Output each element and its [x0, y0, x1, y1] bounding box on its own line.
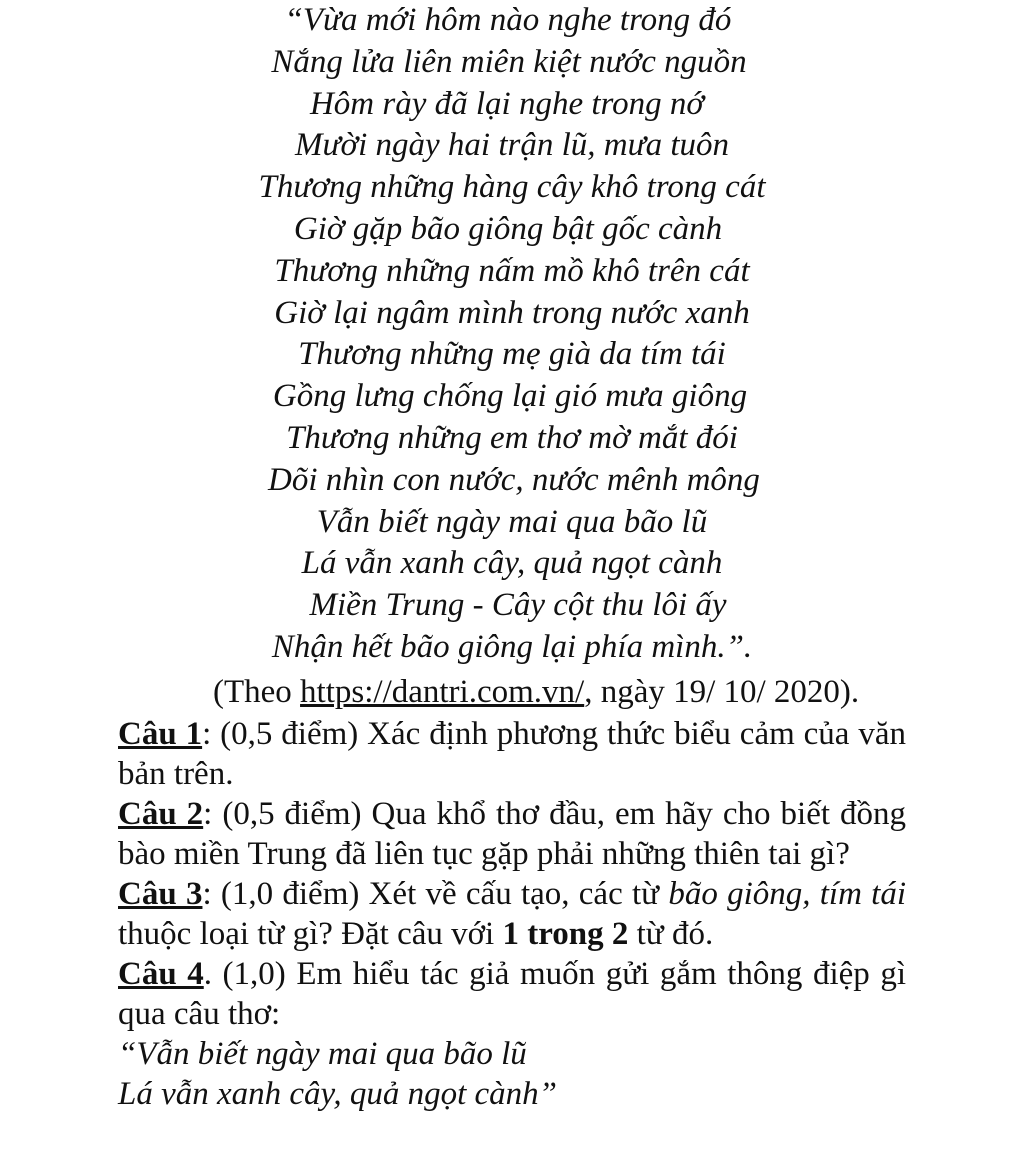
poem-line: Dõi nhìn con nước, nước mênh mông — [268, 461, 760, 498]
question-1 — [118, 714, 906, 794]
poem-line: Gồng lưng chống lại gió mưa giông — [272, 378, 748, 415]
poem-line: Thương những em thơ mờ mắt đói — [286, 419, 738, 456]
questions-section — [118, 714, 906, 1114]
question-2 — [118, 794, 906, 874]
question-text: từ đó. — [628, 916, 714, 952]
question-label: Câu 2 — [118, 796, 204, 832]
poem-line: “Vừa mới hôm nào nghe trong đó — [284, 2, 732, 38]
question-text: . (1,0) Em hiểu tác giả muốn gửi gắm thông điệp gì qua câu thơ: — [118, 956, 906, 1032]
question-bold-text: 1 trong 2 — [502, 916, 629, 952]
poem-line: Lá vẫn xanh cây, quả ngọt cành — [301, 545, 723, 582]
poem-line: Nắng lửa liên miên kiệt nước nguồn — [271, 43, 747, 80]
source-suffix: , ngày 19/ 10/ 2020). — [584, 674, 860, 710]
question-label: Câu 4 — [118, 956, 204, 992]
question-italic-terms: bão giông, tím tái — [668, 876, 907, 912]
poem-line: Vẫn biết ngày mai qua bão lũ — [316, 503, 708, 540]
question-text: : (0,5 điểm) Qua khổ thơ đầu, em hãy cho biết đồng bào miền Trung đã liên tục gặp phải những thiên tai gì? — [118, 796, 906, 872]
question-4 — [118, 954, 906, 1034]
source-citation — [213, 671, 859, 713]
question-3 — [118, 874, 906, 954]
poem-line: Mười ngày hai trận lũ, mưa tuôn — [294, 127, 729, 164]
question-label: Câu 3 — [118, 876, 203, 912]
poem-line: Nhận hết bão giông lại phía mình.”. — [271, 628, 753, 665]
question-text: : (0,5 điểm) Xác định phương thức biểu cảm của văn bản trên. — [118, 716, 907, 792]
poem-line: Thương những hàng cây khô trong cát — [258, 169, 766, 206]
poem-line: Miền Trung - Cây cột thu lôi ấy — [309, 587, 727, 624]
source-prefix: (Theo — [213, 674, 301, 710]
poem-line: Thương những nấm mồ khô trên cát — [274, 252, 750, 289]
poem-line: Giờ gặp bão giông bật gốc cành — [293, 210, 723, 247]
quoted-verse-line: “Vẫn biết ngày mai qua bão lũ — [118, 1036, 527, 1072]
question-label: Câu 1 — [118, 716, 203, 752]
question-text: thuộc loại từ gì? Đặt câu với — [118, 916, 503, 952]
question-text: : (1,0 điểm) Xét về cấu tạo, các từ — [202, 876, 669, 912]
source-link[interactable]: https://dantri.com.vn/ — [300, 674, 585, 710]
poem-line: Giờ lại ngâm mình trong nước xanh — [274, 294, 750, 331]
poem-line: Hôm rày đã lại nghe trong nớ — [309, 85, 705, 122]
poem-line: Thương những mẹ già da tím tái — [298, 336, 726, 373]
quoted-verse-line: Lá vẫn xanh cây, quả ngọt cành” — [118, 1076, 558, 1112]
